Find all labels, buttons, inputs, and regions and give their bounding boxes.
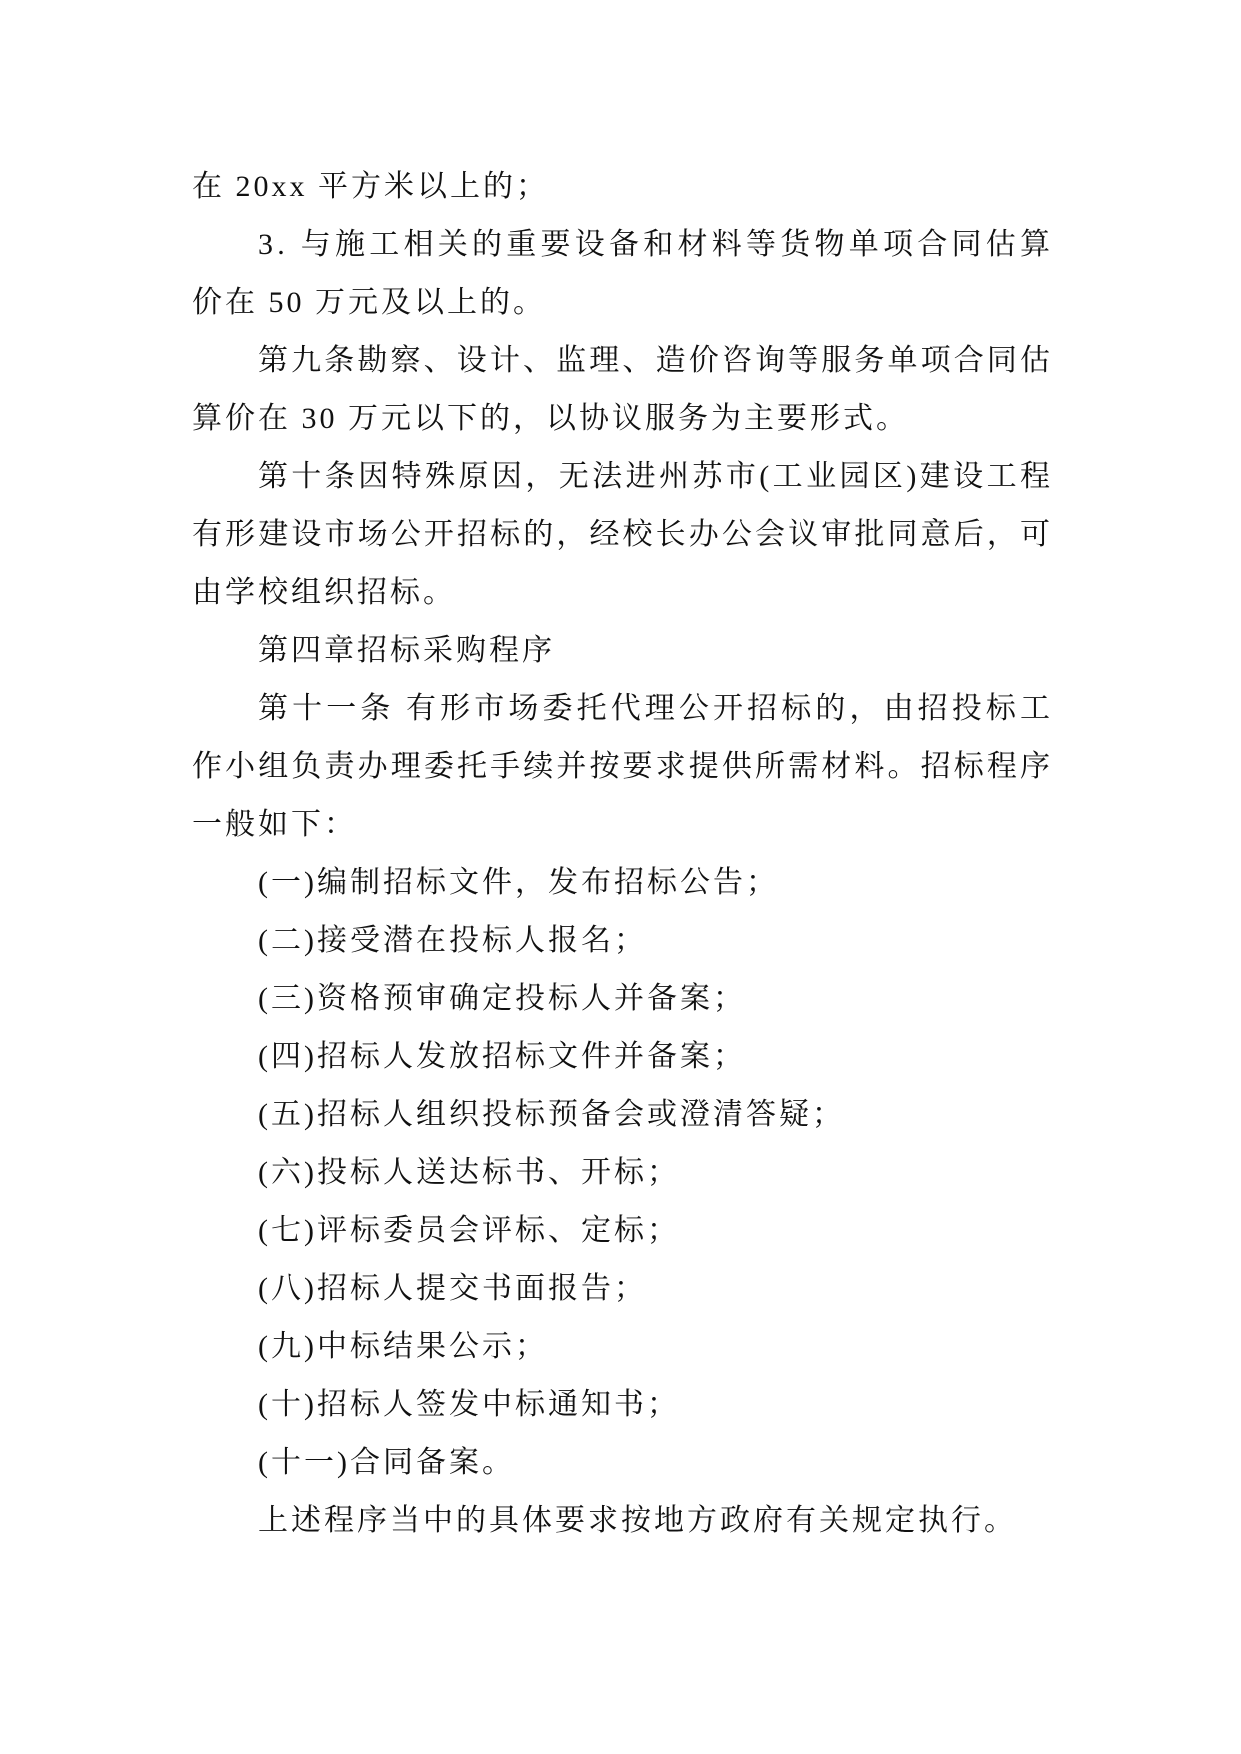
step-text: (九)中标结果公示；: [258, 1330, 548, 1363]
procedure-step: [258, 854, 1050, 912]
line-text: 由学校组织招标。: [192, 576, 456, 609]
procedure-step: [258, 970, 1050, 1028]
step-text: (十)招标人签发中标通知书；: [258, 1388, 680, 1421]
text-line: [192, 564, 1050, 622]
step-text: (五)招标人组织投标预备会或澄清答疑；: [258, 1098, 845, 1131]
text-line: [192, 738, 1054, 796]
procedure-step: [258, 1202, 1050, 1260]
line-text: 第九条勘察、设计、监理、造价咨询等服务单项合同估: [258, 344, 1054, 377]
text-line: [192, 274, 1050, 332]
line-text: 作小组负责办理委托手续并按要求提供所需材料。招标程序: [192, 750, 1054, 783]
line-text: 算价在 30 万元以下的，以协议服务为主要形式。: [192, 402, 909, 435]
procedure-step: [258, 1144, 1050, 1202]
line-text: 第十一条 有形市场委托代理公开招标的，由招投标工: [258, 692, 1055, 725]
line-text: 第十条因特殊原因，无法进州苏市(工业园区)建设工程: [258, 460, 1054, 493]
step-text: (八)招标人提交书面报告；: [258, 1272, 647, 1305]
line-text: 有形建设市场公开招标的，经校长办公会议审批同意后，可: [192, 518, 1054, 551]
procedure-step: [258, 1434, 1050, 1492]
text-line: [192, 506, 1054, 564]
step-text: (三)资格预审确定投标人并备案；: [258, 982, 746, 1015]
procedure-step: [258, 1260, 1050, 1318]
text-line: [258, 1492, 1050, 1550]
line-text: 在 20xx 平方米以上的；: [192, 170, 549, 203]
line-text: 3. 与施工相关的重要设备和材料等货物单项合同估算: [258, 228, 1055, 261]
closing-paragraph: [192, 1492, 1050, 1550]
step-text: (一)编制招标文件，发布招标公告；: [258, 866, 779, 899]
line-text: 价在 50 万元及以上的。: [192, 286, 546, 319]
paragraph-continuation: [192, 158, 1050, 216]
procedure-steps: [192, 854, 1050, 1492]
article-11: [192, 680, 1055, 854]
text-line: [192, 390, 1050, 448]
article-10: [192, 448, 1054, 622]
line-text: 一般如下：: [192, 808, 357, 841]
procedure-step: [258, 1376, 1050, 1434]
line-text: 上述程序当中的具体要求按地方政府有关规定执行。: [258, 1504, 1017, 1537]
text-line: [258, 448, 1054, 506]
article-9: [192, 332, 1054, 448]
step-text: (四)招标人发放招标文件并备案；: [258, 1040, 746, 1073]
list-item-3: [192, 216, 1055, 332]
document-body: [192, 158, 1055, 1550]
procedure-step: [258, 1086, 1050, 1144]
procedure-step: [258, 1028, 1050, 1086]
heading-text: 第四章招标采购程序: [258, 634, 555, 667]
step-text: (十一)合同备案。: [258, 1446, 515, 1479]
text-line: [192, 158, 1050, 216]
procedure-step: [258, 912, 1050, 970]
chapter-4-heading: [192, 622, 1050, 680]
procedure-step: [258, 1318, 1050, 1376]
text-line: [192, 796, 1050, 854]
text-line: [258, 680, 1055, 738]
text-line: [258, 622, 1050, 680]
step-text: (七)评标委员会评标、定标；: [258, 1214, 680, 1247]
step-text: (六)投标人送达标书、开标；: [258, 1156, 680, 1189]
step-text: (二)接受潜在投标人报名；: [258, 924, 647, 957]
text-line: [258, 332, 1054, 390]
text-line: [258, 216, 1055, 274]
